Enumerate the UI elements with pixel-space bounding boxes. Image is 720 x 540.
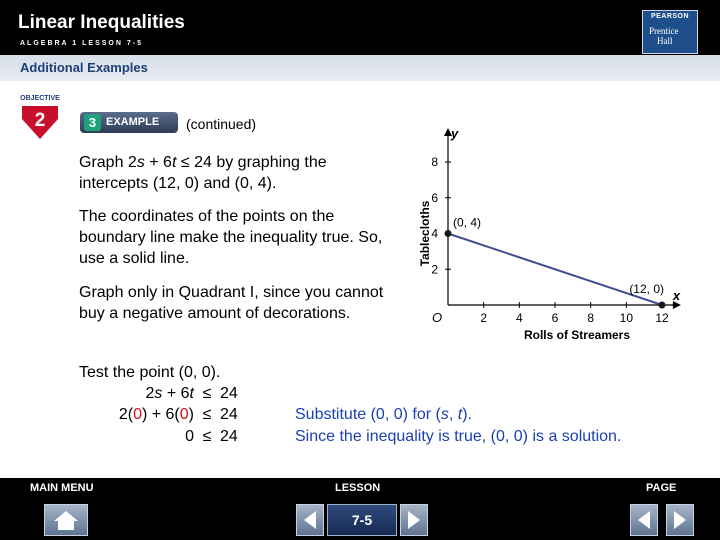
main-menu-button[interactable] [44, 504, 88, 536]
eq3-op: ≤ [202, 428, 212, 445]
y-tick-label: 8 [431, 155, 438, 169]
y-tick-label: 4 [431, 226, 438, 241]
objective-number: 2 [34, 110, 46, 131]
eq2-text-b: ) + 6( [141, 406, 180, 423]
eq1-var-s: s [154, 385, 163, 402]
y-tick-label: 6 [431, 190, 438, 205]
eq2-text-a: 2( [118, 406, 134, 423]
lesson-label: LESSON [335, 482, 381, 494]
eq1-lhs [79, 385, 194, 403]
equation-row-1 [79, 385, 238, 403]
y-axis-name: y [451, 126, 459, 141]
lesson-next-button[interactable] [400, 504, 428, 536]
equation-row-3 [79, 428, 238, 446]
publisher-logo [642, 10, 698, 54]
lesson-prev-button[interactable] [296, 504, 324, 536]
p1-var-s: s [136, 154, 145, 171]
origin-label: O [432, 310, 443, 325]
example-number: 3 [84, 114, 101, 131]
eq2-sub-t: 0 [179, 406, 189, 423]
substitute-note [295, 406, 472, 424]
x-axis-label: Rolls of Streamers [523, 328, 631, 342]
eq1-var-t: t [189, 385, 194, 402]
paragraph-boundary-line: The coordinates of the points on the boundary line make the inequality true. So, use a solid line. [79, 208, 383, 267]
arrow-left-icon [297, 505, 323, 535]
intercept-point [445, 230, 452, 237]
arrow-right-icon [667, 505, 693, 535]
note1-text-c: ). [462, 406, 472, 423]
header-bar [0, 0, 720, 55]
x-tick-label: 4 [515, 311, 523, 325]
continued-label: (continued) [186, 116, 257, 132]
note1-var-t: t [457, 406, 463, 423]
inequality-graph [415, 122, 705, 342]
note1-var-s: s [440, 406, 449, 423]
section-band [0, 55, 720, 81]
eq1-rhs: 24 [220, 385, 238, 402]
arrow-left-icon [631, 505, 657, 535]
x-tick-label: 6 [551, 311, 559, 325]
main-menu-label: MAIN MENU [30, 482, 94, 494]
note1-text-b: , [448, 406, 458, 423]
note1-text-a: Substitute (0, 0) for ( [295, 406, 441, 423]
objective-label: OBJECTIVE [20, 95, 60, 102]
x-tick-label: 12 [655, 311, 669, 325]
intercept-point [659, 302, 666, 309]
example-word: EXAMPLE [106, 116, 160, 128]
arrow-right-icon [401, 505, 427, 535]
footer-bar [0, 478, 720, 540]
paragraph-graph-instructions [79, 152, 399, 194]
test-point-text: Test the point (0, 0). [79, 364, 221, 381]
section-label: Additional Examples [20, 60, 148, 75]
eq1-text-b: + 6 [162, 385, 190, 402]
y-axis-label: Tablecloths [418, 200, 432, 267]
logo-line-2: Hall [657, 36, 673, 46]
x-tick-label: 10 [619, 311, 634, 325]
x-tick-label: 2 [480, 311, 488, 325]
eq2-lhs [79, 406, 194, 424]
p1-text-c: ≤ 24 by graphing the intercepts (12, 0) and (0, 4). [79, 154, 327, 192]
page-prev-button[interactable] [630, 504, 658, 536]
eq3-lhs: 0 [185, 428, 194, 445]
eq2-text-c: ) [188, 406, 194, 423]
objective-shield-icon [16, 95, 64, 141]
eq2-op: ≤ [202, 406, 212, 423]
page-title: Linear Inequalities [18, 12, 185, 33]
eq2-sub-s: 0 [133, 406, 142, 423]
equation-row-2 [79, 406, 238, 424]
intercept-label: (0, 4) [453, 215, 482, 230]
p1-text-a: Graph 2 [79, 154, 137, 171]
eq1-text-a: 2 [145, 385, 155, 402]
home-icon [45, 505, 87, 535]
page-label: PAGE [646, 482, 677, 494]
p1-text-b: + 6 [144, 154, 172, 171]
solution-note: Since the inequality is true, (0, 0) is a solution. [295, 428, 622, 445]
x-tick-label: 8 [587, 311, 595, 325]
intercept-label: (12, 0) [629, 282, 664, 296]
p1-var-t: t [171, 154, 177, 171]
eq2-rhs: 24 [220, 406, 238, 423]
paragraph-quadrant: Graph only in Quadrant I, since you cannot buy a negative amount of decorations. [79, 284, 384, 322]
page-next-button[interactable] [666, 504, 694, 536]
logo-brand: PEARSON [650, 13, 690, 20]
objective-badge [16, 95, 64, 141]
lesson-number: 7-5 [327, 504, 397, 536]
example-tag [80, 112, 178, 133]
logo-line-1: Prentice [649, 26, 679, 36]
lesson-subtitle: ALGEBRA 1 LESSON 7-5 [20, 40, 143, 47]
y-tick-label: 2 [431, 262, 438, 277]
eq1-op: ≤ [202, 385, 212, 402]
x-axis-name: x [672, 288, 681, 303]
eq3-rhs: 24 [220, 428, 238, 445]
logo-imprint [649, 26, 693, 46]
